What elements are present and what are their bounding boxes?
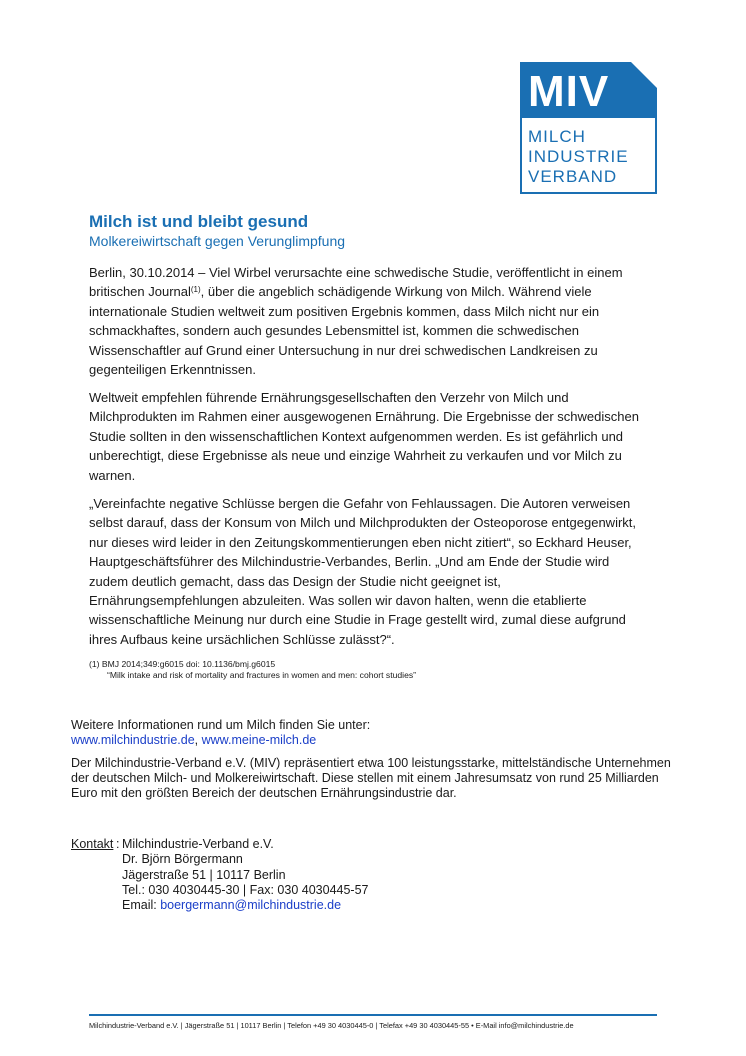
more-info <box>71 718 370 748</box>
text-line: selbst darauf, dass der Konsum von Milch und Milchprodukten der Osteoporose entgegenwirkt, <box>89 515 637 531</box>
page-title: Milch ist und bleibt gesund <box>89 212 309 231</box>
paragraph-3-quote <box>89 494 664 649</box>
footer-divider <box>89 1014 657 1016</box>
link-meine-milch[interactable]: www.meine-milch.de <box>201 733 317 747</box>
text-line: Weltweit empfehlen führende Ernährungsgesellschaften den Verzehr von Milch und <box>89 390 569 405</box>
more-info-text: Weitere Informationen rund um Milch finden Sie unter: <box>71 718 371 732</box>
footnote <box>89 659 416 681</box>
text-line: zudem deutlich gemacht, dass das Design der Studie nicht geeignet ist, <box>89 573 501 589</box>
page-subtitle: Molkereiwirtschaft gegen Verunglimpfung <box>89 233 346 249</box>
contact-label: Kontakt <box>71 837 114 851</box>
contact-phone: Tel.: 030 4030445-30 | Fax: 030 4030445-57 <box>122 882 369 897</box>
contact-colon: : <box>116 837 120 851</box>
text-line: „Vereinfachte negative Schlüsse bergen die Gefahr von Fehlaussagen. Die Autoren verweisen <box>89 496 631 511</box>
text-line: Studie sollten in den wissenschaftlichen Kontext aufgenommen werden. Es ist gefährlich und <box>89 428 624 444</box>
contact-org: Milchindustrie-Verband e.V. <box>122 837 274 851</box>
text-line: gegenteiligen Erkenntnissen. <box>89 362 256 378</box>
logo-word-verband: VERBAND <box>528 167 618 186</box>
text-line: Milchprodukten im Rahmen einer ausgewogenen Ernährung. Die Ergebnisse der schwedischen <box>89 409 639 425</box>
footer-text: Milchindustrie-Verband e.V. | Jägerstraße 51 | 10117 Berlin | Telefon +49 30 4030445-0 | Telefax +49 30 4030445-55 • E-Mail info@milchindustrie.de <box>89 1021 574 1030</box>
text-line: Berlin, 30.10.2014 – Viel Wirbel verursachte eine schwedische Studie, veröffentlicht in einem <box>89 265 623 280</box>
paragraph-1 <box>89 263 664 379</box>
logo-abbreviation: MIV <box>528 67 610 116</box>
text-line: ihres Aufbaus keine ursächlichen Schlüsse zulässt?“. <box>89 631 395 647</box>
logo-word-milch: MILCH <box>528 127 586 146</box>
paragraph-2 <box>89 388 664 485</box>
contact-email-link[interactable]: boergermann@milchindustrie.de <box>160 898 342 913</box>
contact-block <box>122 837 369 913</box>
text-line: der deutschen Milch- und Molkereiwirtschaft. Diese stellen mit einem Jahresumsatz von rund 25 Milliarden <box>71 771 659 785</box>
contact-address: Jägerstraße 51 | 10117 Berlin <box>122 867 286 882</box>
footnote-citation: (1) BMJ 2014;349:g6015 doi: 10.1136/bmj.g6015 <box>89 659 276 669</box>
contact-person: Dr. Björn Börgermann <box>122 852 243 867</box>
text-line: Wissenschaftler auf Grund einer Untersuchung in nur drei schwedischen Landkreisen zu <box>89 342 598 358</box>
text-line: warnen. <box>89 467 136 483</box>
contact-email-row: Email: boergermann@milchindustrie.de <box>122 898 342 913</box>
text-line: Der Milchindustrie-Verband e.V. (MIV) repräsentiert etwa 100 leistungsstarke, mittelständische Unternehmen <box>71 756 671 770</box>
footnote-title: “Milk intake and risk of mortality and fractures in women and men: cohort studies” <box>107 670 417 680</box>
text-line: nur dieses wird leider in den Zeitungskommentierungen eben nicht zitiert“, so Eckhard Heuser, <box>89 534 632 550</box>
text-line: Ernährungsempfehlungen abzuleiten. Was sollen wir davon halten, wenn die etablierte <box>89 593 587 609</box>
footnote-ref: (1) <box>190 285 201 295</box>
link-separator: , <box>194 733 202 747</box>
link-milchindustrie[interactable]: www.milchindustrie.de <box>71 733 195 747</box>
text-line: unberechtigt, diese Ergebnisse als neue und einzige Wahrheit zu verkaufen und vor Milch zu <box>89 448 622 464</box>
text-line: britischen Journal$^{(1)}$, über die angeblich schädigende Wirkung von Milch. Während viele <box>89 284 592 300</box>
text-line: Euro mit den größten Bereich der deutschen Ernährungsindustrie dar. <box>71 786 457 800</box>
text-line: wissenschaftliche Meinung nur durch eine Studie in Frage gestellt wird, zumal diese aufgrund <box>89 612 626 628</box>
text-line: internationale Studien weltweit zum positiven Ergebnis kommen, dass Milch nicht nur ein <box>89 303 600 319</box>
logo-corner-cut <box>631 62 657 88</box>
text-line: Hauptgeschäftsführer des Milchindustrie-Verbandes, Berlin. „Und am Ende der Studie wird <box>89 554 610 570</box>
text-line: schmackhaftes, sondern auch gesundes Lebensmittel ist, kommen die schwedischen <box>89 323 579 339</box>
logo-word-industrie: INDUSTRIE <box>528 147 629 166</box>
about-paragraph <box>71 756 671 801</box>
miv-logo <box>520 62 657 196</box>
